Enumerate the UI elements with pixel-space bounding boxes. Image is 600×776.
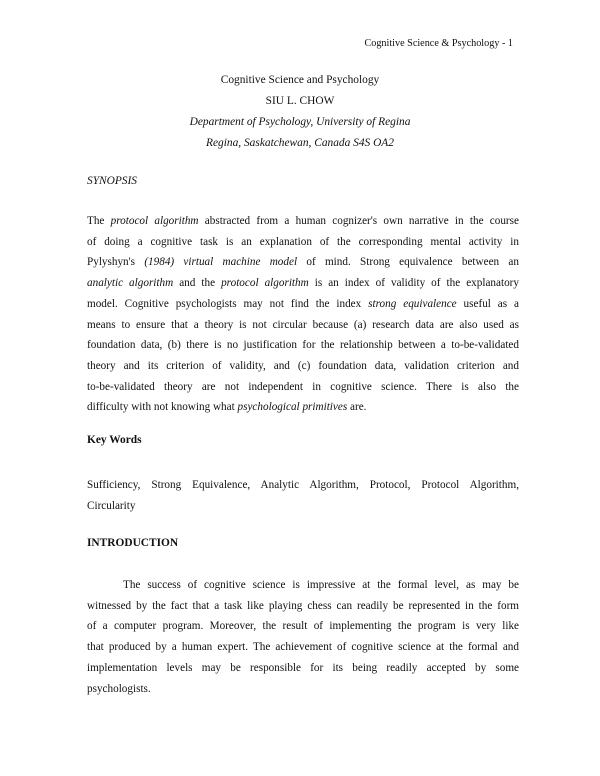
introduction-line: implementation levels may be responsible for its being readily accepted by some — [87, 661, 519, 674]
introduction-line: witnessed by the fact that a task like playing chess can readily be represented in the form — [87, 599, 519, 612]
keywords-line: Circularity — [87, 499, 136, 512]
paper-title: Cognitive Science and Psychology — [220, 74, 380, 86]
synopsis-line: theory and its criterion of validity, and (c) foundation data, validation criterion and — [87, 359, 519, 372]
keywords-list — [87, 475, 519, 516]
synopsis-paragraph — [87, 211, 519, 418]
title-block — [0, 70, 600, 154]
introduction-line: that produced by a human expert. The achievement of cognitive science at the formal and — [87, 641, 519, 654]
keywords-heading: Key Words — [87, 434, 142, 446]
synopsis-line: foundation data, (b) there is no justification for the relationship between a to-be-validated — [87, 339, 519, 352]
introduction-line: The success of cognitive science is impressive at the formal level, as may be — [123, 579, 519, 591]
keywords-line: Sufficiency, Strong Equivalence, Analytic Algorithm, Protocol, Protocol Algorithm, — [87, 479, 519, 491]
synopsis-line: model. Cognitive psychologists may not find the index strong equivalence useful as a — [87, 297, 519, 310]
author-address: Regina, Saskatchewan, Canada S4S OA2 — [206, 137, 394, 149]
synopsis-line: means to ensure that a theory is not circular because (a) research data are also used as — [87, 318, 519, 331]
synopsis-line: to-be-validated theory are not independent in cognitive science. There is also the — [87, 380, 519, 393]
synopsis-line: difficulty with not knowing what psychological primitives are. — [87, 401, 367, 414]
author-affiliation: Department of Psychology, University of Regina — [189, 116, 411, 128]
synopsis-line: analytic algorithm and the protocol algorithm is an index of validity of the explanatory — [87, 277, 520, 290]
author-name: SIU L. CHOW — [265, 95, 335, 107]
introduction-line: psychologists. — [87, 682, 151, 695]
synopsis-line: of doing a cognitive task is an explanation of the corresponding mental activity in — [87, 235, 519, 248]
synopsis-heading: SYNOPSIS — [87, 175, 137, 187]
introduction-line: of a computer program. Moreover, the result of implementing the program is very like — [87, 620, 519, 633]
introduction-heading: INTRODUCTION — [87, 537, 179, 549]
synopsis-line: The protocol algorithm abstracted from a human cognizer's own narrative in the course — [87, 215, 519, 227]
running-header: Cognitive Science & Psychology - 1 — [364, 38, 513, 49]
synopsis-line: Pylyshyn's (1984) virtual machine model of mind. Strong equivalence between an — [87, 256, 519, 269]
introduction-paragraph — [87, 575, 519, 699]
